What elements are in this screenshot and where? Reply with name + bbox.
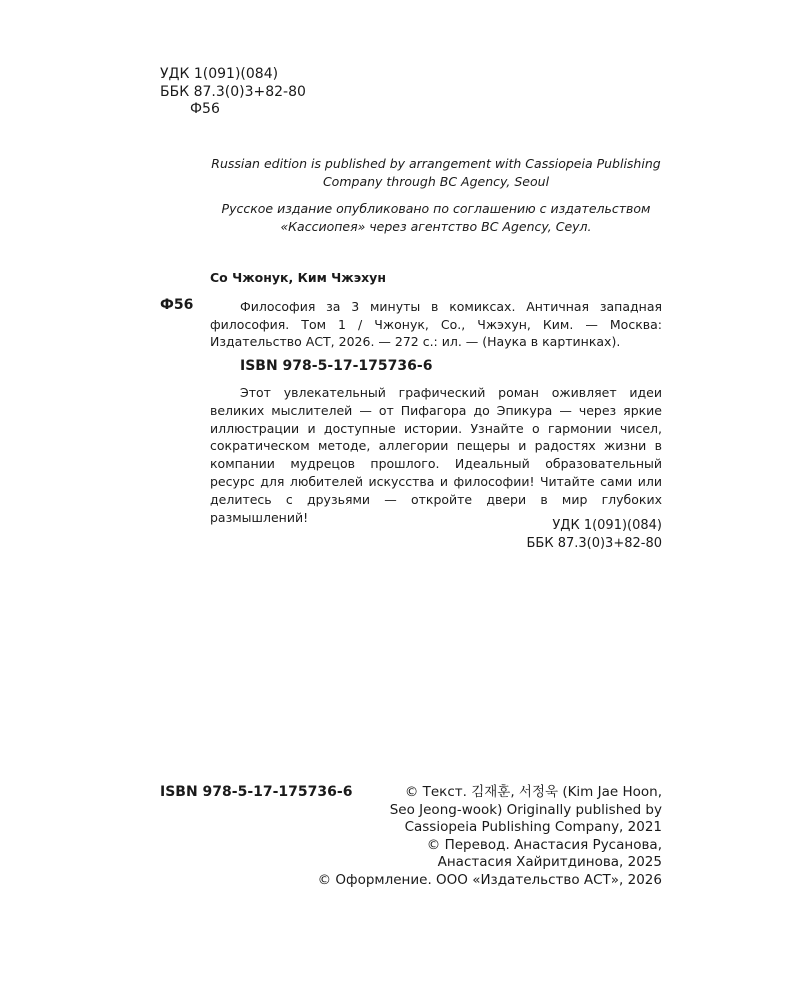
classification-block-bottom — [527, 517, 663, 552]
isbn-bottom: ISBN 978-5-17-175736-6 — [160, 784, 353, 800]
copyright-design: © Оформление. ООО «Издательство АСТ», 2026 — [317, 871, 662, 888]
isbn-main: ISBN 978-5-17-175736-6 — [240, 358, 433, 374]
udk-code: УДК 1(091)(084) — [160, 66, 279, 82]
annotation-paragraph: Этот увлекательный графический роман оживляет идеи великих мыслителей — от Пифагора до Эпикура — через яркие иллюстрации и доступные истории. Узнайте о гармонии чисел, сократическом методе, аллегории пещеры и радостях жизни в компании мудрецов прошлого. Идеальный образовательный ресурс для любителей искусства и философии! Читайте сами или делитесь с друзьями — откройте двери в мир глубоких размышлений! — [210, 385, 662, 525]
edition-note-english: Russian edition is published by arrangement with Cassiopeia Publishing Company through BC Agency, Seoul — [211, 156, 661, 189]
author-sign-code: Ф56 — [190, 101, 220, 117]
classification-block-top — [160, 66, 306, 119]
authors-heading: Со Чжонук, Ким Чжэхун — [210, 270, 386, 285]
catalog-code: Ф56 — [160, 297, 194, 313]
bbk-code-bottom: ББК 87.3(0)3+82-80 — [526, 535, 662, 551]
bbk-code: ББК 87.3(0)3+82-80 — [160, 83, 306, 100]
copyright-block — [318, 784, 662, 889]
bibliographic-description: Философия за 3 минуты в комиксах. Античная западная философия. Том 1 / Чжонук, Со., Чжэхун, Ким. — Москва: Издательство АСТ, 2026. — 272 с.: ил. — (Наука в картинках). — [210, 299, 662, 349]
edition-note-russian: Русское издание опубликовано по соглашению с издательством «Кассиопея» через агентство BC Agency, Сеул. — [221, 201, 651, 234]
copyright-text: © Текст. 김재훈, 서정욱 (Kim Jae Hoon, Seo Jeong-wook) Originally published by Cassiopeia Publishing Company, 2021 — [389, 784, 662, 835]
copyright-translation: © Перевод. Анастасия Русанова, Анастасия Хайритдинова, 2025 — [426, 836, 662, 870]
udk-code-bottom: УДК 1(091)(084) — [552, 518, 662, 533]
